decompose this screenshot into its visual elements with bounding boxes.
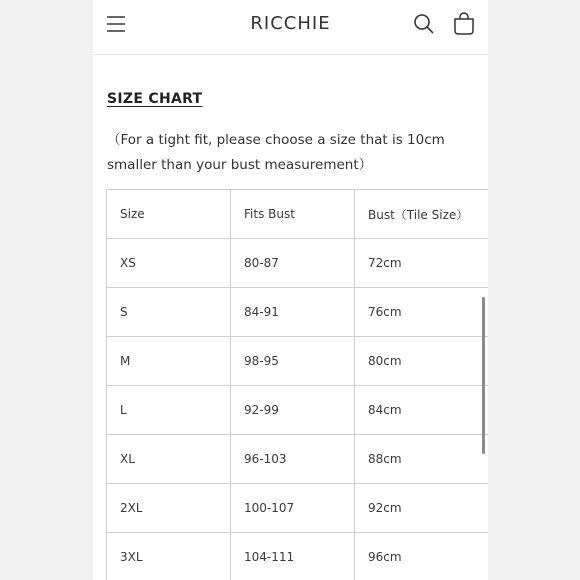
size-chart-title: SIZE CHART — [107, 91, 203, 107]
table-row — [107, 288, 489, 337]
cell-fits-bust: 100-107 — [231, 484, 355, 533]
cell-bust-tile-size: 88cm — [355, 435, 489, 484]
cell-fits-bust: 104-111 — [231, 533, 355, 580]
cell-bust-tile-size: 80cm — [355, 337, 489, 386]
cell-fits-bust: 84-91 — [231, 288, 355, 337]
size-chart-table-container — [106, 189, 488, 580]
table-row — [107, 435, 489, 484]
cell-fits-bust: 92-99 — [231, 386, 355, 435]
table-row — [107, 533, 489, 580]
cell-fits-bust: 80-87 — [231, 239, 355, 288]
shopping-bag-icon[interactable] — [453, 12, 475, 36]
table-row — [107, 337, 489, 386]
cell-size: M — [107, 337, 231, 386]
cell-bust-tile-size: 96cm — [355, 533, 489, 580]
cell-size: XL — [107, 435, 231, 484]
cell-bust-tile-size: 92cm — [355, 484, 489, 533]
column-header-fits-bust: Fits Bust — [231, 190, 355, 239]
table-scrollbar[interactable] — [482, 297, 485, 454]
cell-size: 3XL — [107, 533, 231, 580]
table-row — [107, 386, 489, 435]
size-chart-table — [106, 189, 488, 580]
search-icon[interactable] — [413, 13, 435, 35]
cell-bust-tile-size: 76cm — [355, 288, 489, 337]
column-header-size: Size — [107, 190, 231, 239]
table-row — [107, 484, 489, 533]
cell-size: L — [107, 386, 231, 435]
cell-fits-bust: 98-95 — [231, 337, 355, 386]
brand-logo[interactable]: RICCHIE — [250, 13, 331, 34]
column-header-bust-tile-size: Bust（Tile Size） — [355, 190, 489, 239]
cell-bust-tile-size: 84cm — [355, 386, 489, 435]
cell-bust-tile-size: 72cm — [355, 239, 489, 288]
table-header-row — [107, 190, 489, 239]
site-header — [93, 0, 488, 55]
page — [93, 0, 488, 580]
cell-fits-bust: 96-103 — [231, 435, 355, 484]
cell-size: XS — [107, 239, 231, 288]
table-row — [107, 239, 489, 288]
fit-note: （For a tight fit, please choose a size that is 10cm smaller than your bust measurement） — [107, 132, 445, 173]
cell-size: 2XL — [107, 484, 231, 533]
cell-size: S — [107, 288, 231, 337]
